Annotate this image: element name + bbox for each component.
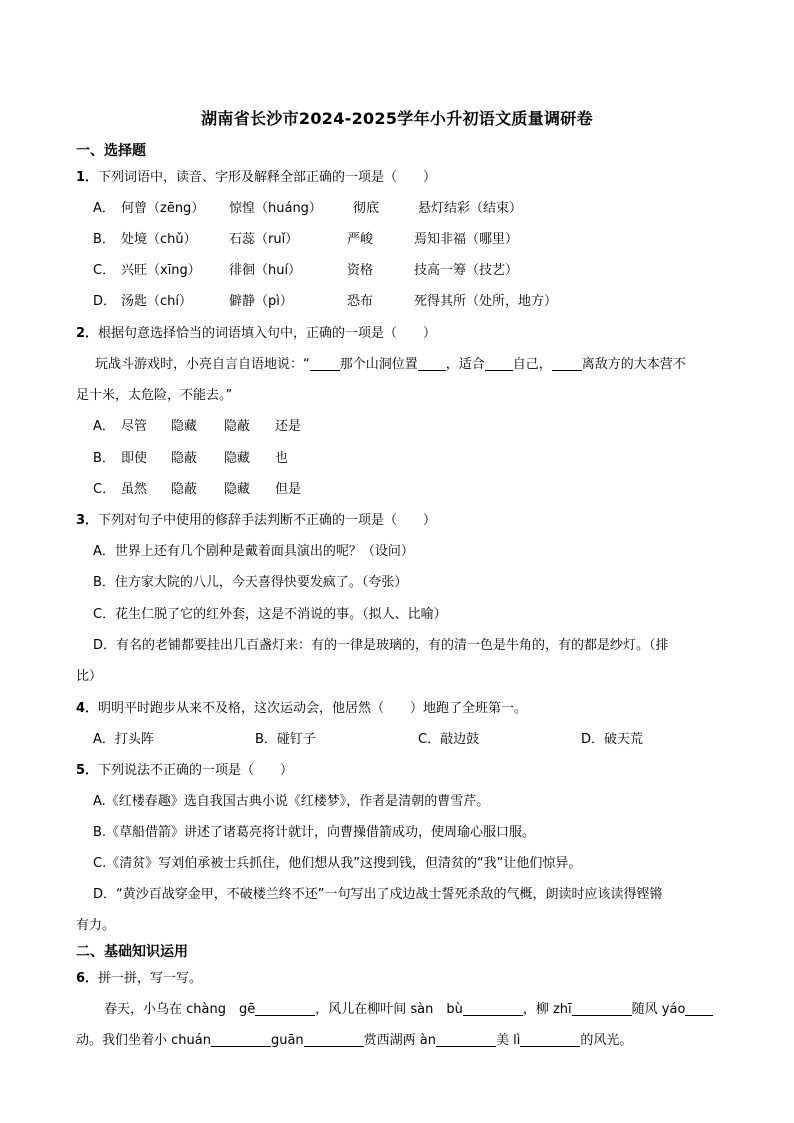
question-stem: 根据句意选择恰当的词语填入句中，正确的一项是（ ） <box>98 326 437 341</box>
answer-blank[interactable] <box>685 1001 713 1016</box>
q2-passage-line-1: 玩战斗游戏时，小亮自言自语地说：“ 那个山洞位置 ，适合 自己， 离敌方的大本营不 <box>95 357 686 372</box>
answer-blank[interactable] <box>485 356 513 371</box>
q3-option-c: C．花生仁脱了它的红外套，这是不消说的事。（拟人、比喻） <box>93 607 447 622</box>
q2-passage-line-2: 足十米，太危险，不能去。” <box>76 388 233 403</box>
question-5 <box>76 759 293 778</box>
page-title: 湖南省长沙市2024-2025学年小升初语文质量调研卷 <box>201 109 593 128</box>
q6-line-1: 春天，小乌在 chàng gē ，风儿在柳叶间 sàn bù ，柳 zhī 随风 yáo <box>104 998 776 1017</box>
question-stem: 明明平时跑步从来不及格，这次运动会，他居然（ ）地跑了全班第一。 <box>98 701 528 716</box>
question-stem: 下列词语中，读音、字形及解释全部正确的一项是（ ） <box>98 170 437 185</box>
answer-blank[interactable] <box>436 1032 496 1047</box>
q6-line-2: 动。我们坐着小 chuán guān 赏西湖两 àn 美 lì 的风光。 <box>76 1033 633 1048</box>
q5-option-c: C.《清贫》写刘伯承被士兵抓住，他们想从我”这搜到钱，但清贫的“我”让他们惊异。 <box>93 856 582 871</box>
section-heading-choice: 一、选择题 <box>76 143 146 159</box>
q3-option-d-continued: 比） <box>76 669 103 684</box>
answer-blank[interactable] <box>572 1001 632 1016</box>
question-number: 3． <box>76 513 99 528</box>
question-stem: 下列说法不正确的一项是（ ） <box>98 763 294 778</box>
answer-blank[interactable] <box>463 1001 523 1016</box>
exam-page: 湖南省长沙市2024-2025学年小升初语文质量调研卷 一、选择题 1．下列词语中，读音、字形及解释全部正确的一项是（ ） A． 何曾（zēng） 惊惶（huáng） 彻底 悬灯结彩（结束） B． 处境（chǔ） 石蕊（ruǐ） 严峻 焉知非福（哪里） C． 兴旺（xīng） 徘徊（huí） 资格 技高一筹（技艺） D． 汤匙（chí） 僻静（pì） 恐布 死得其所（处所，地方） 2．根据句意选择恰当的词语填入句中，正确的一项是（ ） 玩战斗游戏时，小亮自言自语地说：“ 那个山洞位置 ，适合 自己， 离敌方的大本营不 足十米，太危险，不能去。” A． 尽管 隐藏 隐蔽 还是 B． 即使 隐蔽 隐藏 也 C． 虽然 隐蔽 隐藏 但是 3．下列对句子中使用的修辞手法判断不正确的一项是（ ） A．世界上还有几个剧种是戴着面具演出的呢？（设问） B．住方家大院的八儿，今天喜得快要发疯了。（夸张） C．花生仁脱了它的红外套，这是不消说的事。（拟人、比喻） D．有名的老铺都要挂出几百盏灯来：有的一律是玻璃的，有的清一色是牛角的，有的都是纱灯。（排 比） 4．明明平时跑步从来不及格，这次运动会，他居然（ ）地跑了全班第一。 A．打头阵 B．碰钉子 C．敲边鼓 D．破天荒 5．下列说法不正确的一项是（ ） A.《红楼春趣》选自我国古典小说《红楼梦》，作者是清朝的曹雪芹。 B.《草船借箭》讲述了诸葛亮将计就计，向曹操借箭成功，使周瑜心服口服。 C.《清贫》写刘伯承被士兵抓住，他们想从我”这搜到钱，但清贫的“我”让他们惊异。 D．“黄沙百战穿金甲，不破楼兰终不还”一句写出了戍边战士誓死杀敌的气概，朗读时应该读得铿锵 有力。 二、基础知识运用 6．拼一拼，写一写。 春天，小乌在 chàng gē ，风儿在柳叶间 sàn bù ，柳 zhī 随风 yáo 动。我们坐着小 chuán guān 赏西湖两 àn 美 lì 的风光。 <box>0 0 794 1123</box>
q4-option-b: B．碰钉子 <box>255 732 316 747</box>
question-3 <box>76 509 436 528</box>
question-number: 5． <box>76 763 99 778</box>
q3-option-b: B．住方家大院的八儿，今天喜得快要发疯了。（夸张） <box>93 575 408 590</box>
question-1 <box>76 166 436 185</box>
question-2 <box>76 322 436 341</box>
question-number: 4． <box>76 701 99 716</box>
q4-option-d: D．破天荒 <box>581 732 644 747</box>
question-number: 6． <box>76 971 99 986</box>
q3-option-d: D．有名的老铺都要挂出几百盏灯来：有的一律是玻璃的，有的清一色是牛角的，有的都是纱灯。（排 <box>93 638 669 653</box>
q5-option-d-continued: 有力。 <box>76 918 116 933</box>
q5-option-b: B.《草船借箭》讲述了诸葛亮将计就计，向曹操借箭成功，使周瑜心服口服。 <box>93 825 536 840</box>
answer-blank[interactable] <box>520 1032 580 1047</box>
answer-blank[interactable] <box>304 1032 364 1047</box>
answer-blank[interactable] <box>211 1032 271 1047</box>
answer-blank[interactable] <box>418 356 446 371</box>
q5-option-d: D．“黄沙百战穿金甲，不破楼兰终不还”一句写出了戍边战士誓死杀敌的气概，朗读时应该读得铿锵 <box>93 887 663 902</box>
question-4 <box>76 697 527 716</box>
q5-option-a: A.《红楼春趣》选自我国古典小说《红楼梦》，作者是清朝的曹雪芹。 <box>93 794 490 809</box>
question-number: 2． <box>76 326 99 341</box>
q3-option-a: A．世界上还有几个剧种是戴着面具演出的呢？（设问） <box>93 544 414 559</box>
question-6 <box>76 967 202 986</box>
answer-blank[interactable] <box>255 1001 315 1016</box>
answer-blank[interactable] <box>310 356 340 371</box>
question-stem: 拼一拼，写一写。 <box>98 971 203 986</box>
q4-option-a: A．打头阵 <box>93 732 154 747</box>
answer-blank[interactable] <box>552 356 582 371</box>
q4-option-c: C．敲边鼓 <box>418 732 480 747</box>
section-heading-basics: 二、基础知识运用 <box>76 944 188 960</box>
question-number: 1． <box>76 170 99 185</box>
question-stem: 下列对句子中使用的修辞手法判断不正确的一项是（ ） <box>98 513 437 528</box>
